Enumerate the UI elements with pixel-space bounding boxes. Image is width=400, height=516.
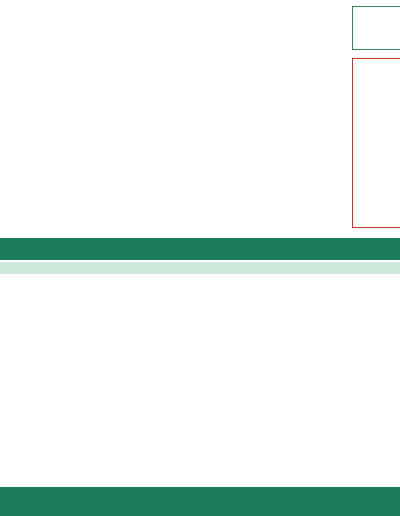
report-banner-bottom <box>0 487 400 516</box>
section-title <box>0 262 400 274</box>
indicadores-table <box>0 277 400 483</box>
semaforo-legend <box>110 220 240 236</box>
semaforo-dashboard <box>0 0 400 238</box>
semaforo-count-box <box>352 6 400 50</box>
report-banner-top <box>0 238 400 260</box>
factores-del-mes-box <box>352 58 400 228</box>
